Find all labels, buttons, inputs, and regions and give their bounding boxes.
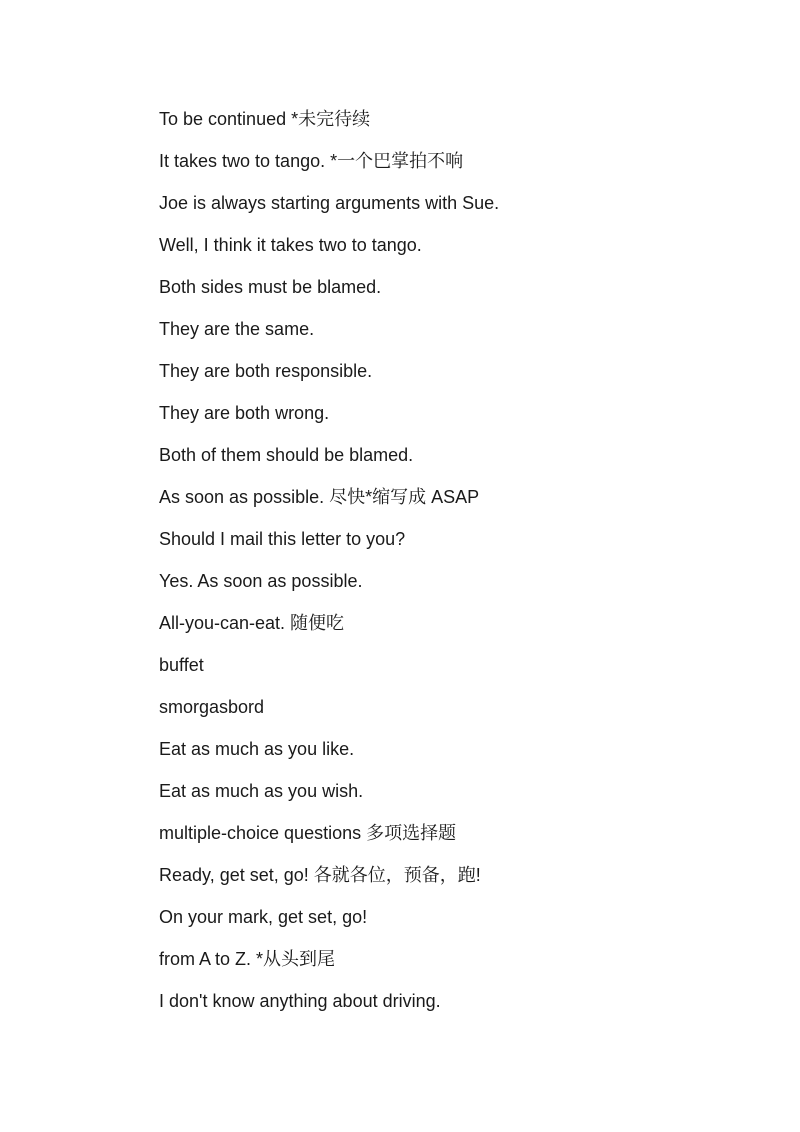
text-line: It takes two to tango. *一个巴掌拍不响 xyxy=(159,151,464,171)
text-line: Should I mail this letter to you? xyxy=(159,529,406,549)
text-line: Both sides must be blamed. xyxy=(159,277,382,297)
text-line: from A to Z. *从头到尾 xyxy=(159,949,336,969)
text-line: On your mark, get set, go! xyxy=(159,907,368,927)
text-body xyxy=(159,106,719,1030)
text-line: multiple-choice questions 多项选择题 xyxy=(159,823,457,843)
text-line: Joe is always starting arguments with Sue. xyxy=(159,193,500,213)
text-line: Eat as much as you wish. xyxy=(159,781,364,801)
text-line: Both of them should be blamed. xyxy=(159,445,414,465)
text-line: They are both responsible. xyxy=(159,361,373,381)
text-line: They are the same. xyxy=(159,319,315,339)
text-line: All-you-can-eat. 随便吃 xyxy=(159,613,345,633)
text-line: smorgasbord xyxy=(159,697,265,717)
text-line: To be continued *未完待续 xyxy=(159,109,371,129)
text-line: Eat as much as you like. xyxy=(159,739,355,759)
text-line: buffet xyxy=(159,655,204,675)
text-line: Well, I think it takes two to tango. xyxy=(159,235,422,255)
text-line: As soon as possible. 尽快*缩写成 ASAP xyxy=(159,487,480,507)
text-line: Yes. As soon as possible. xyxy=(159,571,363,591)
text-line: They are both wrong. xyxy=(159,403,330,423)
text-line: I don't know anything about driving. xyxy=(159,991,441,1011)
text-line: Ready, get set, go! 各就各位，预备，跑! xyxy=(159,865,481,885)
